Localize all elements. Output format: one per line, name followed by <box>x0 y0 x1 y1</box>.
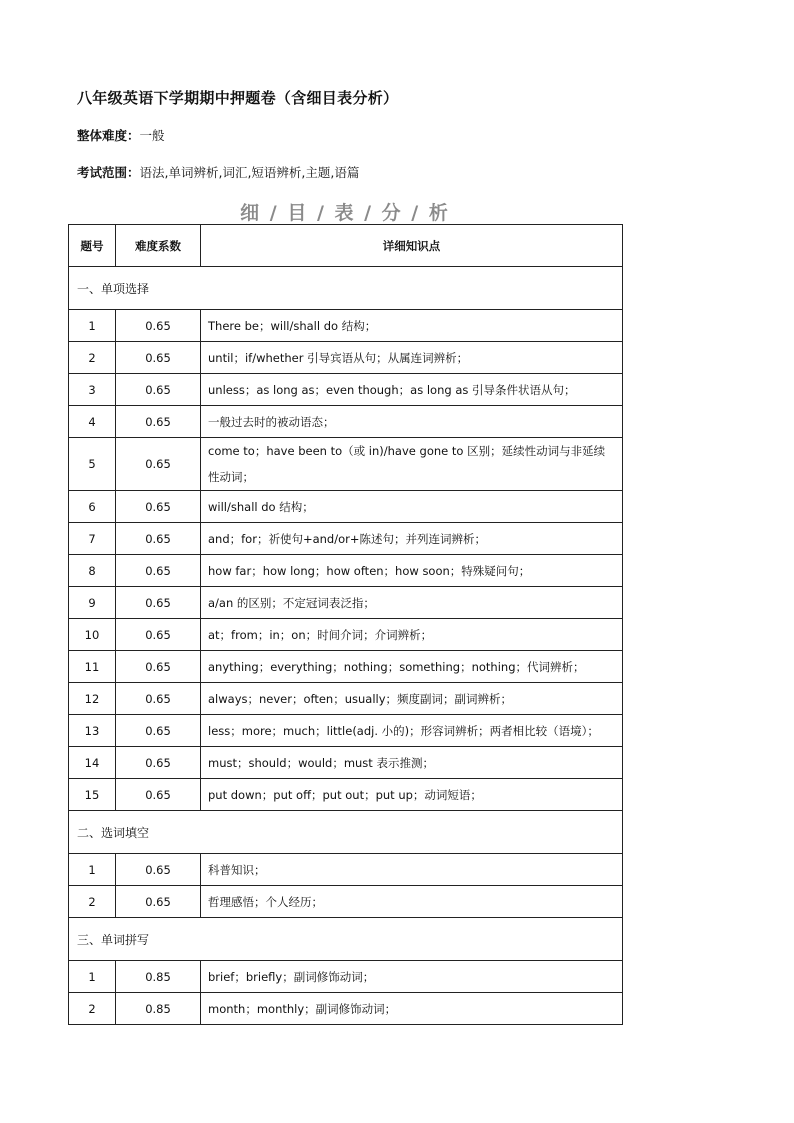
difficulty-coefficient: 0.85 <box>116 961 201 993</box>
group-title: 二、选词填空 <box>69 811 623 854</box>
question-number: 5 <box>69 438 116 491</box>
table-row <box>69 555 623 587</box>
knowledge-point: and；for；祈使句+and/or+陈述句；并列连词辨析； <box>201 523 623 555</box>
question-number: 2 <box>69 342 116 374</box>
knowledge-point: There be；will/shall do 结构； <box>201 310 623 342</box>
scope-value: 语法,单词辨析,词汇,短语辨析,主题,语篇 <box>139 165 360 180</box>
difficulty-coefficient: 0.65 <box>116 619 201 651</box>
knowledge-point: less；more；much；little(adj. 小的)；形容词辨析；两者相比较（语境）； <box>201 715 623 747</box>
scope-label: 考试范围： <box>77 165 140 180</box>
table-row <box>69 374 623 406</box>
knowledge-point: always；never；often；usually；频度副词；副词辨析； <box>201 683 623 715</box>
table-row <box>69 779 623 811</box>
knowledge-point: a/an 的区别；不定冠词表泛指； <box>201 587 623 619</box>
knowledge-point: 一般过去时的被动语态； <box>201 406 623 438</box>
difficulty-coefficient: 0.65 <box>116 310 201 342</box>
group-row <box>69 811 623 854</box>
table-row <box>69 993 623 1025</box>
group-title: 三、单词拼写 <box>69 918 623 961</box>
group-title: 一、单项选择 <box>69 267 623 310</box>
question-number: 15 <box>69 779 116 811</box>
table-row <box>69 886 623 918</box>
difficulty-coefficient: 0.65 <box>116 886 201 918</box>
header-number: 题号 <box>69 225 116 267</box>
knowledge-point: 哲理感悟；个人经历； <box>201 886 623 918</box>
table-row <box>69 406 623 438</box>
question-number: 14 <box>69 747 116 779</box>
table-row <box>69 747 623 779</box>
question-number: 1 <box>69 961 116 993</box>
question-number: 13 <box>69 715 116 747</box>
difficulty-coefficient: 0.85 <box>116 993 201 1025</box>
table-row <box>69 683 623 715</box>
question-number: 2 <box>69 993 116 1025</box>
table-row <box>69 523 623 555</box>
section-heading: 细 / 目 / 表 / 分 / 析 <box>240 202 450 224</box>
difficulty-coefficient: 0.65 <box>116 523 201 555</box>
table-row <box>69 491 623 523</box>
scope-line <box>77 163 359 181</box>
table-header-row <box>69 225 623 267</box>
analysis-table <box>68 224 623 1025</box>
table-row <box>69 854 623 886</box>
table-row <box>69 342 623 374</box>
knowledge-point: 科普知识； <box>201 854 623 886</box>
table-row <box>69 715 623 747</box>
table-row <box>69 961 623 993</box>
question-number: 9 <box>69 587 116 619</box>
difficulty-coefficient: 0.65 <box>116 555 201 587</box>
difficulty-label: 整体难度： <box>77 128 140 143</box>
knowledge-point: anything；everything；nothing；something；nothing；代词辨析； <box>201 651 623 683</box>
question-number: 6 <box>69 491 116 523</box>
question-number: 3 <box>69 374 116 406</box>
difficulty-line <box>77 126 165 144</box>
table-row <box>69 310 623 342</box>
question-number: 8 <box>69 555 116 587</box>
question-number: 12 <box>69 683 116 715</box>
difficulty-coefficient: 0.65 <box>116 438 201 491</box>
difficulty-coefficient: 0.65 <box>116 406 201 438</box>
question-number: 11 <box>69 651 116 683</box>
knowledge-point: unless；as long as；even though；as long as 引导条件状语从句； <box>201 374 623 406</box>
table-row <box>69 619 623 651</box>
difficulty-coefficient: 0.65 <box>116 683 201 715</box>
difficulty-coefficient: 0.65 <box>116 651 201 683</box>
knowledge-point: month；monthly；副词修饰动词； <box>201 993 623 1025</box>
table-row <box>69 651 623 683</box>
difficulty-coefficient: 0.65 <box>116 342 201 374</box>
knowledge-point: brief；briefly；副词修饰动词； <box>201 961 623 993</box>
knowledge-point: put down；put off；put out；put up；动词短语； <box>201 779 623 811</box>
difficulty-coefficient: 0.65 <box>116 747 201 779</box>
question-number: 2 <box>69 886 116 918</box>
difficulty-coefficient: 0.65 <box>116 587 201 619</box>
group-row <box>69 267 623 310</box>
difficulty-value: 一般 <box>139 128 165 143</box>
header-difficulty: 难度系数 <box>116 225 201 267</box>
header-detail: 详细知识点 <box>201 225 623 267</box>
difficulty-coefficient: 0.65 <box>116 491 201 523</box>
question-number: 4 <box>69 406 116 438</box>
group-row <box>69 918 623 961</box>
question-number: 10 <box>69 619 116 651</box>
knowledge-point: must；should；would；must 表示推测； <box>201 747 623 779</box>
table-row <box>69 438 623 491</box>
document-title: 八年级英语下学期期中押题卷（含细目表分析） <box>77 89 399 107</box>
question-number: 1 <box>69 310 116 342</box>
knowledge-point: come to；have been to（或 in)/have gone to 区别；延续性动词与非延续性动词； <box>201 438 623 491</box>
question-number: 7 <box>69 523 116 555</box>
difficulty-coefficient: 0.65 <box>116 854 201 886</box>
question-number: 1 <box>69 854 116 886</box>
table-body <box>69 267 623 1025</box>
table-row <box>69 587 623 619</box>
knowledge-point: at；from；in；on；时间介词；介词辨析； <box>201 619 623 651</box>
knowledge-point: will/shall do 结构； <box>201 491 623 523</box>
difficulty-coefficient: 0.65 <box>116 779 201 811</box>
knowledge-point: how far；how long；how often；how soon；特殊疑问句； <box>201 555 623 587</box>
difficulty-coefficient: 0.65 <box>116 715 201 747</box>
knowledge-point: until；if/whether 引导宾语从句；从属连词辨析； <box>201 342 623 374</box>
difficulty-coefficient: 0.65 <box>116 374 201 406</box>
